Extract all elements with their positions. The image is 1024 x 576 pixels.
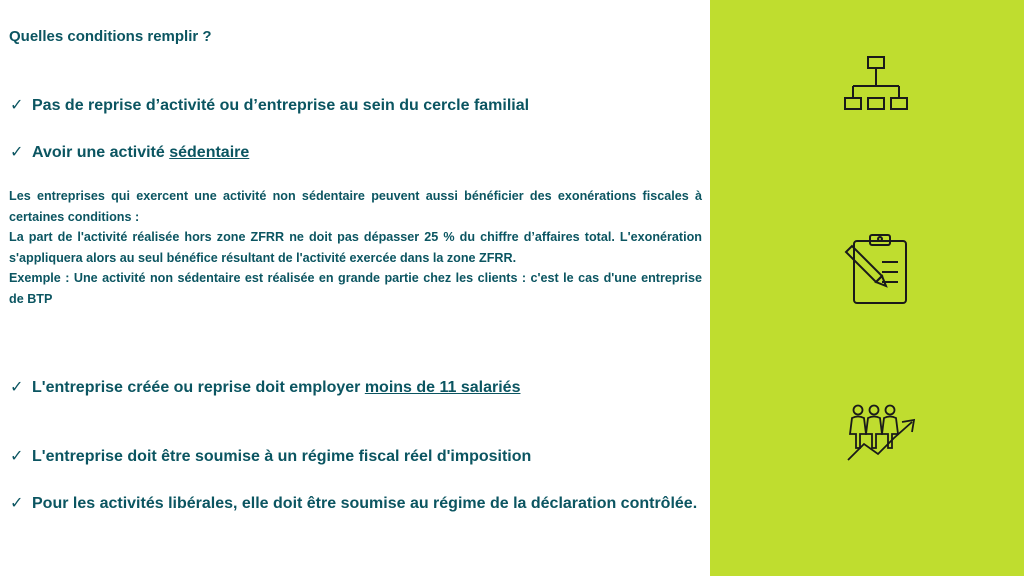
- condition-link-sedentaire: sédentaire: [169, 144, 250, 161]
- condition-item-liberal: [10, 492, 702, 515]
- condition-text: Pas de reprise d’activité ou d’entreprise au sein du cercle familial: [32, 97, 530, 114]
- right-panel: [710, 0, 1024, 576]
- condition-item-no-family: [10, 94, 702, 117]
- condition-text: [32, 376, 702, 399]
- paragraph-line: Exemple : Une activité non sédentaire est réalisée en grande partie chez les clients : c'est le cas d'une entreprise de BTP: [9, 271, 702, 306]
- condition-item-employees: [10, 376, 702, 399]
- paragraph-line: La part de l'activité réalisée hors zone ZFRR ne doit pas dépasser 25 % du chiffre d’affaires total. L'exonération s'appliquera alors au seul bénéfice résultant de l'activité exercée dans la zone ZFRR.: [9, 230, 702, 265]
- condition-text-part: L'entreprise créée ou reprise doit employer: [32, 379, 365, 396]
- paragraph-line: Les entreprises qui exercent une activité non sédentaire peuvent aussi bénéficier des exonérations fiscales à certaines conditions :: [9, 189, 702, 224]
- slide-title: Quelles conditions remplir ?: [9, 28, 212, 45]
- condition-text-part: Avoir une activité: [32, 144, 170, 161]
- check-icon: ✓: [10, 448, 24, 465]
- explanation-paragraph: [9, 186, 702, 309]
- condition-item-sedentary: [10, 141, 702, 164]
- check-icon: ✓: [10, 144, 24, 161]
- condition-item-tax-regime: [10, 445, 702, 468]
- condition-text: L'entreprise doit être soumise à un régime fiscal réel d'imposition: [32, 448, 532, 465]
- check-icon: ✓: [10, 97, 24, 114]
- condition-text: [32, 141, 702, 164]
- condition-link-salaries: moins de 11 salariés: [364, 379, 521, 396]
- check-icon: ✓: [10, 495, 24, 512]
- condition-text: Pour les activités libérales, elle doit être soumise au régime de la déclaration contrôlée.: [32, 495, 698, 512]
- check-icon: ✓: [10, 379, 24, 396]
- org-chart-icon: [842, 54, 912, 114]
- clipboard-pen-icon: [842, 232, 912, 308]
- team-growth-icon: [842, 402, 922, 464]
